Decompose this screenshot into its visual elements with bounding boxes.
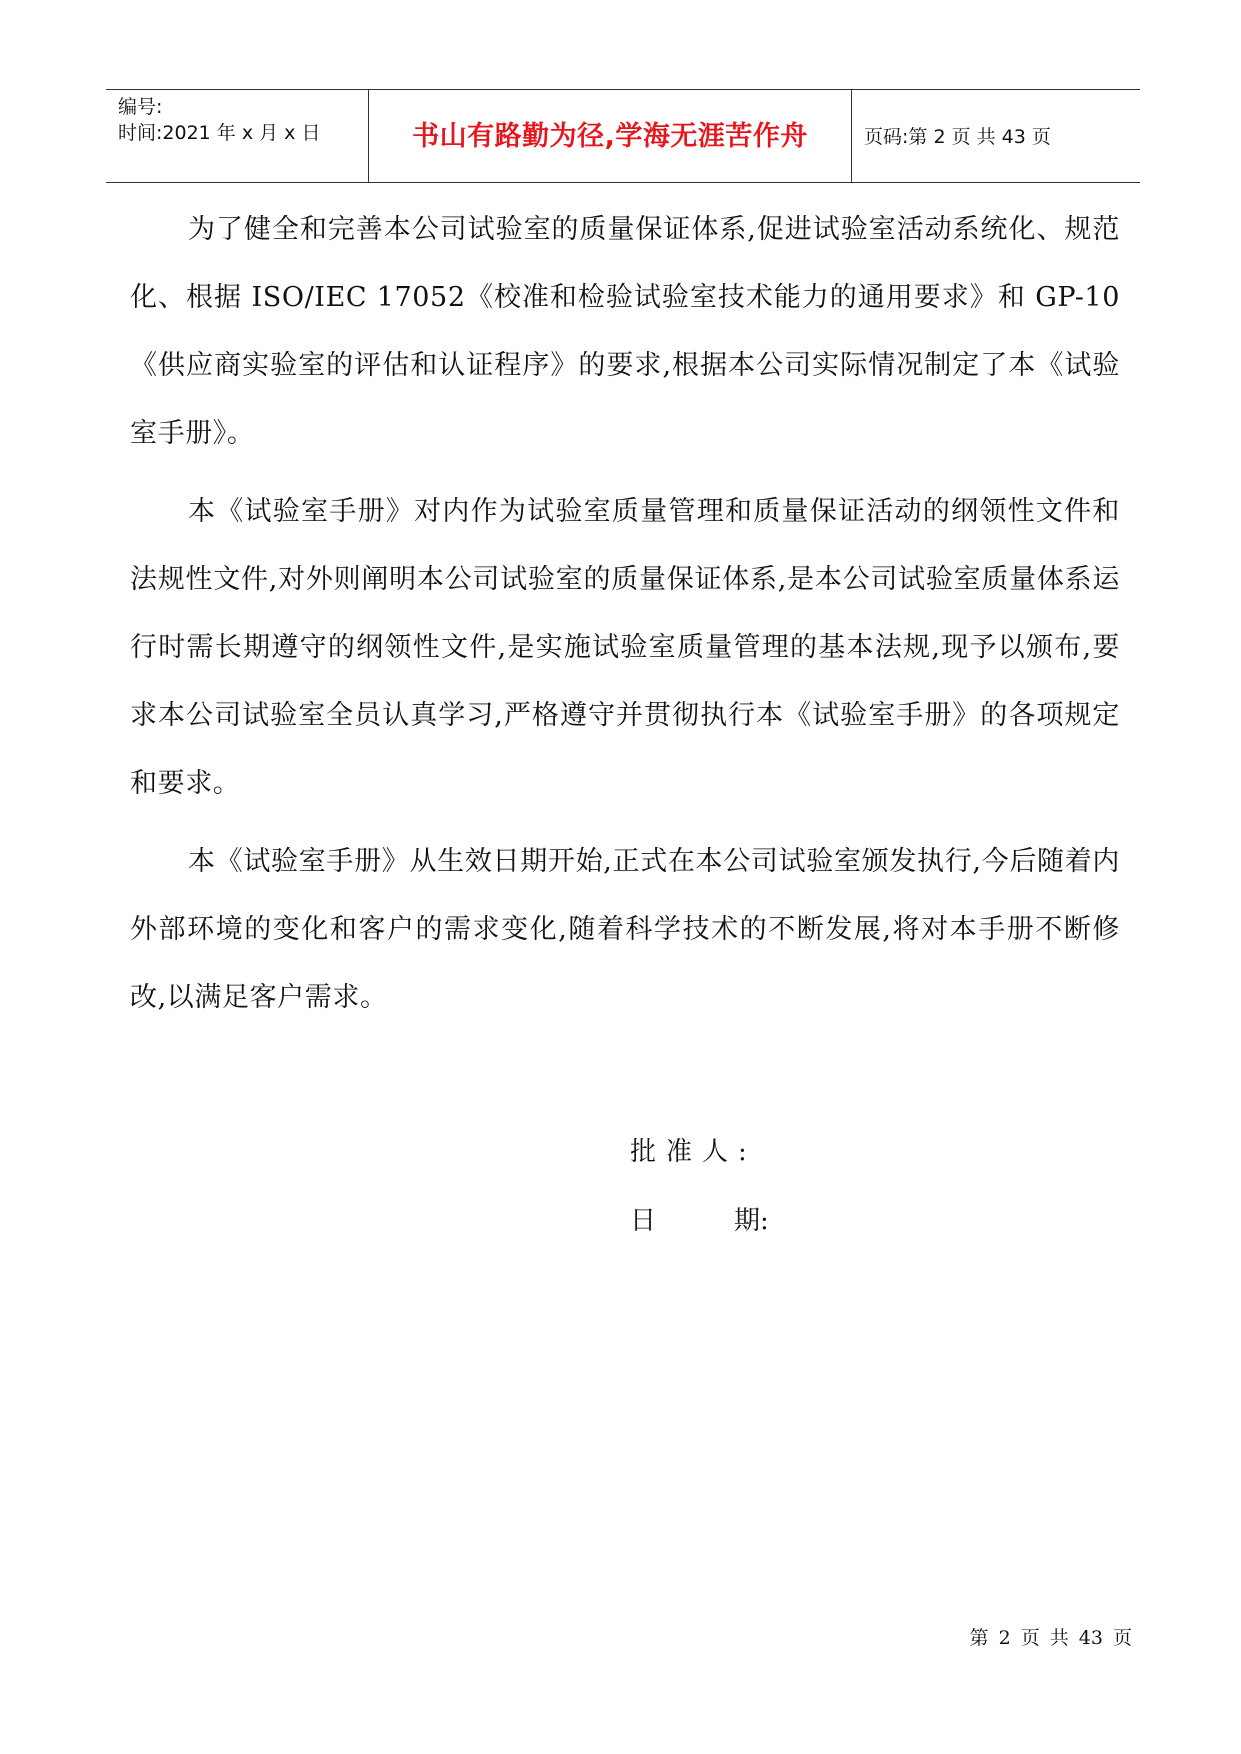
serial-number-label: 编号: [118, 96, 163, 118]
body-paragraph: 为了健全和完善本公司试验室的质量保证体系,促进试验室活动系统化、规范化、根据 ISO/IEC 17052《校准和检验试验室技术能力的通用要求》和 GP-10《供应商实验室的评估和认证程序》的要求,根据本公司实际情况制定了本《试验室手册》。 [130, 214, 1120, 449]
header-info-cell [106, 90, 369, 182]
header-motto: 书山有路勤为径,学海无涯苦作舟 [412, 121, 808, 152]
body-paragraph: 本《试验室手册》从生效日期开始,正式在本公司试验室颁发执行,今后随着内外部环境的变化和客户的需求变化,随着科学技术的不断发展,将对本手册不断修改,以满足客户需求。 [130, 846, 1120, 1013]
date-line [630, 1204, 769, 1238]
time-label: 时间:2021 年 x 月 x 日 [118, 122, 321, 144]
page-header [106, 89, 1140, 183]
header-page-number: 页码:第 2 页 共 43 页 [864, 126, 1051, 148]
body-paragraph: 本《试验室手册》对内作为试验室质量管理和质量保证活动的纲领性文件和法规性文件,对外则阐明本公司试验室的质量保证体系,是本公司试验室质量体系运行时需长期遵守的纲领性文件,是实施试验室质量管理的基本法规,现予以颁布,要求本公司试验室全员认真学习,严格遵守并贯彻执行本《试验室手册》的各项规定和要求。 [130, 496, 1120, 799]
header-page-cell [852, 90, 1140, 182]
header-motto-cell [369, 90, 852, 182]
page-footer: 第 2 页 共 43 页 [969, 1627, 1132, 1649]
date-label-second: 期: [734, 1206, 769, 1236]
date-label-first: 日 [630, 1206, 657, 1236]
document-body [130, 196, 1120, 1042]
approver-label: 批准人: [630, 1137, 757, 1167]
